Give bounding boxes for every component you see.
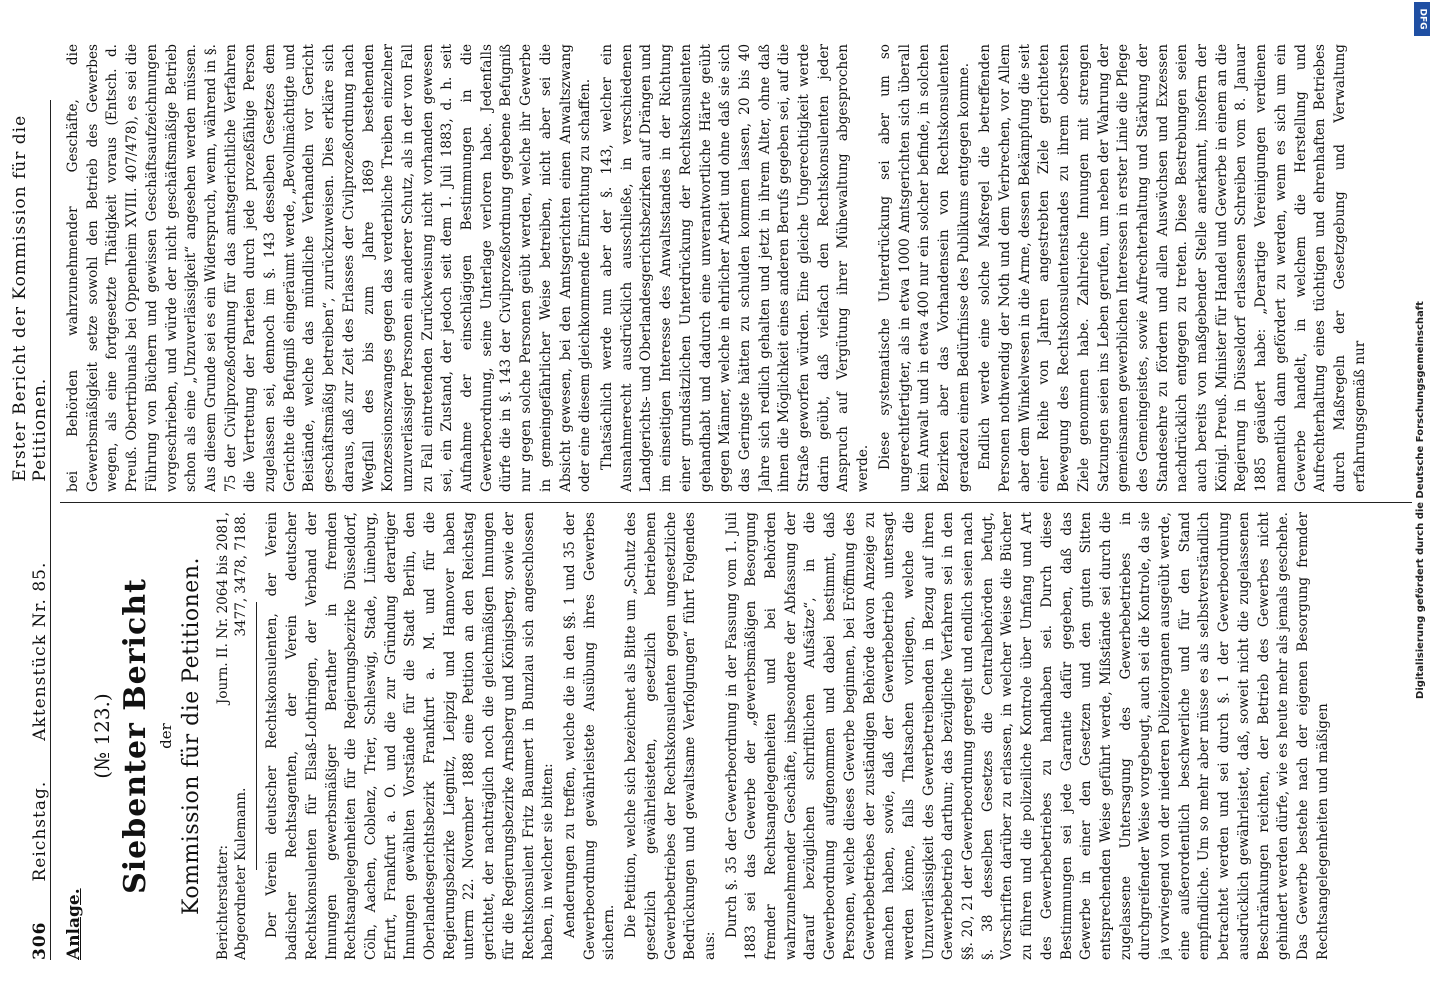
- running-head-left: Reichstag.: [30, 780, 50, 882]
- report-commission: Kommission für die Petitionen.: [179, 557, 204, 916]
- page-number: 306: [30, 921, 50, 960]
- right-column: [64, 44, 1412, 492]
- paragraph: bei Behörden wahrzunehmender Geschäfte, die Gewerbsmäßigkeit setze sowohl den Betrieb des Gewerbes wegen, als eine fortgesetzte Thätigkeit voraus (Entsch. d. Preuß. Obertribunals bei Oppenheim XVIII. 407/478), es sei die Führung von Büchern und gewissen Geschäftsaufzeichnungen vorgeschrieben, und würde der nicht geschäftsmäßige Betrieb schon als eine „Unzuverlässigkeit“ angesehen werden müssen. Aus diesem Grunde sei es ein Widerspruch, wenn, während in §. 75 der Civilprozeßordnung für das amtsgerichtliche Verfahren die Vertretung der Parteien durch jede prozeßfähige Person zugelassen sei, dennoch im §. 143 desselben Gesetzes dem Gerichte die Befugniß eingeräumt werde, „Bevollmächtigte und Beistände, welche das mündliche Verhandeln vor Gericht geschäftsmäßig betreiben“, zurückzuweisen. Dies erkläre sich daraus, daß zur Zeit des Erlasses der Civilprozeßordnung nach Wegfall des bis zum Jahre 1869 bestehenden Konzessionszwanges gegen das verderbliche Treiben einzelner unzuverlässiger Personen ein anderer Schutz, als in der von Fall zu Fall eintretenden Zurückweisung nicht vorhanden gewesen sei, ein Zustand, der jedoch seit dem 1. Juli 1883, d. h. seit Aufnahme der einschlägigen Bestimmungen in die Gewerbeordnung, seine Unterlage verloren habe. Jedenfalls dürfe die in §. 143 der Civilprozeßordnung gegebene Befugniß nur gegen solche Personen geübt werden, welche ihr Gewerbe in gemeingefährlicher Weise betreiben, nicht aber sei die Absicht gewesen, bei den Amtsgerichten einen Anwaltszwang oder eine diesem gleichkommende Einrichtung zu schaffen.: [65, 44, 594, 492]
- report-number: (№ 123.): [90, 693, 114, 779]
- report-title: Siebenter Bericht: [118, 578, 153, 894]
- running-head-title: Erster Bericht der Kommission für die Petitionen.: [10, 114, 50, 482]
- paragraph: Thatsächlich werde nun aber der §. 143, welcher ein Ausnahmerecht ausdrücklich ausschließe, in verschiedenen Landgerichts- und Oberlandesgerichtsbezirken auf Drängen und im einseitigen Interesse des Anwaltsstandes in der Richtung einer grundsätzlichen Unterdrückung der Rechtskonsulenten gehandhabt und dadurch eine unverantwortliche Härte geübt gegen Männer, welche in ehrlicher Arbeit und ohne daß sie sich das Geringste hätten zu schulden kommen lassen, 20 bis 40 Jahre sich redlich gehalten und jetzt in ihrem Alter, ohne daß ihnen die Möglichkeit eines anderen Berufs gegeben sei, auf die Straße geworfen würden. Eine gleiche Ungerechtigkeit werde darin geübt, daß vielfach den Rechtskonsulenten jeder Anspruch auf Vergütung ihrer Mühewaltung abgesprochen werde.: [598, 44, 872, 492]
- paragraph: Der Verein deutscher Rechtskonsulenten, der Verein badischer Rechtsagenten, der Verein deutscher Rechtskonsulenten für Elsaß-Lothringen, der Verband der Innungen gewerbsmäßiger Berather in fremden Rechtsangelegenheiten für die Regierungsbezirke Düsseldorf, Cöln, Aachen, Coblenz, Trier, Schleswig, Stade, Lüneburg, Erfurt, Frankfurt a. O. und die zur Gründung derartiger Innungen gewählten Vorstände für die Stadt Berlin, den Oberlandesgerichtsbezirk Frankfurt a. M. und für die Regierungsbezirke Liegnitz, Leipzig und Hannover haben unterm 22. November 1888 eine Petition an den Reichstag gerichtet, der nachträglich noch die gleichmäßigen Innungen für die Regierungsbezirke Arnsberg und Königsberg, sowie der Rechtskonsulent Fritz Baumert in Bunzlau sich angeschlossen haben, in welcher sie bitten:: [264, 512, 557, 960]
- journal-reference: Journ. II. Nr. 2064 bis 2081, 3477, 3478, 7188.: [215, 512, 250, 705]
- report-meta: [214, 512, 250, 960]
- paragraph: Durch §. 35 der Gewerbeordnung in der Fassung vom 1. Juli 1883 sei das Gewerbe der „gewerbsmäßigen Besorgung fremder Rechtsangelegenheiten und bei Behörden wahrzunehmender Geschäfte, insbesondere der Abfassung der darauf bezüglichen schriftlichen Aufsätze“, in die Gewerbeordnung aufgenommen und dabei bestimmt, daß Personen, welche dieses Gewerbe beginnen, bei Eröffnung des Gewerbebetriebes der zuständigen Behörde davon Anzeige zu machen haben, sowie, daß der Gewerbebetrieb untersagt werden könne, falls Thatsachen vorliegen, welche die Unzuverlässigkeit des Gewerbetreibenden in Bezug auf ihren Gewerbebetrieb darthun; das bezügliche Verfahren sei in den §§. 20, 21 der Gewerbeordnung geregelt und endlich seien nach §. 38 desselben Gesetzes die Centralbehörden befugt, Vorschriften darüber zu erlassen, in welcher Weise die Bücher zu führen und die polizeiliche Kontrole über Umfang und Art des Gewerbebetriebes zu handhaben sei. Durch diese Bestimmungen sei jede Garantie dafür gegeben, daß das Gewerbe in einer den Gesetzen und den guten Sitten entsprechenden Weise geführt werde, Mißstände sei durch die zugelassene Untersagung des Gewerbebetriebes in durchgreifender Weise vorgebeugt, auch sei die Kontrole, da sie ja vorwiegend von der niederen Polizeiorganen ausgeübt werde, eine außerordentlich beschwerliche und für den Stand empfindliche. Um so mehr aber müsse es als selbstverständlich betrachtet werden und sei durch §. 1 der Gewerbeordnung ausdrücklich gewährleistet, daß, soweit nicht die zugelassenen Beschränkungen reichten, der Betrieb des Gewerbes nicht gehindert werden dürfe, wie es heute mehr als jemals geschehe. Das Gewerbe bestehe nach der eigenen Besorgung fremder Rechtsangelegenheiten und mäßigen: [723, 512, 1331, 960]
- paragraph: Die Petition, welche sich bezeichnet als Bitte um „Schutz des gesetzlich gewährleisteten, gesetzlich betriebenen Gewerbebetriebes der Rechtskonsulenten gegen ungesetzliche Bedrückungen und gewaltsame Verfolgungen“ führt Folgendes aus:: [623, 512, 718, 960]
- rapporteur: [214, 754, 250, 960]
- paragraph: Diese systematische Unterdrückung sei aber um so ungerechtfertigter, als in etwa 1000 Amtsgerichten sich überall kein Anwalt und in etwa 400 nur ein solcher befinde, in solchen Bezirken aber das Vorhandensein von Rechtskonsulenten geradezu einem Bedürfnisse des Publikums entgegen komme.: [876, 44, 972, 492]
- dfg-logo-text: DFG: [1417, 8, 1428, 30]
- report-der: der: [157, 723, 175, 749]
- running-head-document-number: Aktenstück Nr. 85.: [30, 561, 50, 741]
- anlage-label: Anlage.: [64, 888, 84, 960]
- running-head: [10, 100, 51, 960]
- divider-rule: [256, 602, 257, 871]
- left-column: [64, 512, 1412, 960]
- rapporteur-label: Berichterstatter:: [215, 844, 231, 960]
- paragraph: Aenderungen zu treffen, welche die in den §§. 1 und 35 der Gewerbeordnung gewährleistete Ausübung ihres Gewerbes sichern.: [561, 512, 618, 960]
- rapporteur-name: Abgeordneter Kulemann.: [233, 787, 250, 960]
- column-divider: [60, 502, 1412, 503]
- paragraph: Endlich werde eine solche Maßregel die betreffenden Personen nothwendig der Noth und dem Verbrechen, vor Allem aber dem Winkelwesen in die Arme, dessen Bekämpfung die seit einer Reihe von Jahren angestrebten Ziele gerichteten Bewegung des Rechtskonsulentenstandes zu ihrem obersten Ziele genommen habe. Zahlreiche Innungen mit strengen Satzungen seien ins Leben gerufen, um neben der Wahrung der gemeinsamen gewerblichen Interessen in erster Linie die Pflege des Gemeingeistes, sowie Aufrechterhaltung und Stärkung der Standesehre zu fördern und allen Auswüchsen und Exzessen nachdrücklich entgegen zu treten. Diese Bestrebungen seien auch bereits von maßgebender Stelle anerkannt, insofern der Königl. Preuß. Minister für Handel und Gewerbe in einem an die Regierung in Düsseldorf erlassenen Schreiben vom 8. Januar 1885 geäußert habe: „Derartige Vereinigungen verdienen namentlich dann gefördert zu werden, wenn es sich um ein Gewerbe handelt, in welchem die Herstellung und Aufrechterhaltung eines tüchtigen und ehrenhaften Betriebes durch Maßregeln der Gesetzgebung und Verwaltung erfahrungsgemäß nur: [977, 44, 1368, 492]
- dfg-watermark: Digitalisierung gefördert durch die Deutsche Forschungsgemeinschaft: [1415, 301, 1426, 699]
